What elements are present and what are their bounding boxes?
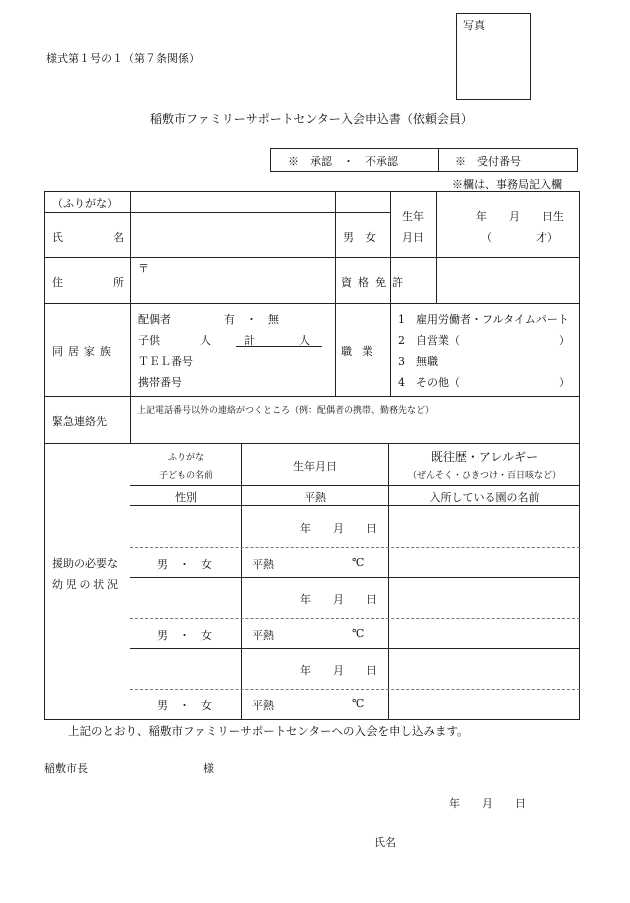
child-2-temp-label: 平熱: [252, 629, 274, 642]
col-child-name: 子どもの名前: [158, 471, 213, 481]
child-3-school-input[interactable]: [389, 690, 579, 719]
applicant-name-label: 氏名: [374, 836, 396, 849]
receipt-number-field: ※ 受付番号: [455, 155, 521, 168]
col-gender: 性別: [175, 491, 197, 504]
address-label: 住 所: [52, 276, 124, 289]
emergency-input[interactable]: [131, 416, 579, 442]
form-title: 稲敷市ファミリーサポートセンター入会申込書（依頼会員）: [150, 112, 473, 126]
mobile-label: 携帯番号: [138, 376, 182, 389]
occupation-option-1[interactable]: 1 雇用労働者・フルタイムパート: [398, 313, 569, 326]
spouse-label: 配偶者: [138, 313, 171, 326]
emergency-hint: 上記電話番号以外の連絡がつくところ（例：配偶者の携帯、勤務先など）: [137, 406, 435, 416]
child-2-school-input[interactable]: [389, 619, 579, 647]
col-school: 入所している園の名前: [429, 491, 540, 504]
furigana-label: （ふりがな）: [52, 197, 118, 210]
birth-label-top: 生年: [402, 210, 424, 223]
children-count[interactable]: 人 計 人: [200, 334, 310, 347]
furigana-input[interactable]: [131, 192, 334, 211]
name-input[interactable]: [131, 213, 334, 256]
child-1-temp-unit: ℃: [352, 556, 365, 569]
child-3-birthdate[interactable]: 年 月 日: [300, 664, 377, 677]
col-birthdate: 生年月日: [293, 460, 337, 473]
household-label: 同居家族: [52, 345, 116, 358]
child-1-school-input[interactable]: [389, 548, 579, 576]
child-1-name-input[interactable]: [131, 506, 241, 547]
child-2-name-input[interactable]: [131, 578, 241, 618]
photo-box: [456, 13, 531, 100]
declaration-text: 上記のとおり、稲敷市ファミリーサポートセンターへの入会を申し込みます。: [68, 724, 469, 738]
license-label: 資格免許: [341, 276, 410, 289]
child-3-gender[interactable]: 男 ・ 女: [157, 699, 212, 712]
office-note: ※欄は、事務局記入欄: [452, 178, 562, 191]
address-input[interactable]: [131, 258, 334, 302]
children-section-label-1: 援助の必要な: [52, 557, 118, 570]
tel-label: ＴＥＬ番号: [138, 355, 193, 368]
child-1-birthdate[interactable]: 年 月 日: [300, 522, 377, 535]
col-furigana: ふりがな: [167, 453, 204, 463]
approval-field: ※ 承認 ・ 不承認: [288, 155, 398, 168]
child-3-history-input[interactable]: [389, 649, 579, 689]
spouse-options[interactable]: 有 ・ 無: [224, 313, 279, 326]
emergency-label: 緊急連絡先: [52, 415, 107, 428]
child-3-temp-label: 平熱: [252, 699, 274, 712]
name-label: 氏 名: [52, 231, 124, 244]
child-1-temp-label: 平熱: [252, 558, 274, 571]
child-2-temp-unit: ℃: [352, 627, 365, 640]
child-2-gender[interactable]: 男 ・ 女: [157, 629, 212, 642]
postal-mark: 〒: [138, 262, 149, 275]
age-field[interactable]: （ 才）: [481, 231, 558, 244]
occupation-option-3[interactable]: 3 無職: [398, 355, 438, 368]
child-1-gender[interactable]: 男 ・ 女: [157, 558, 212, 571]
child-3-name-input[interactable]: [131, 649, 241, 689]
child-3-temp-unit: ℃: [352, 697, 365, 710]
honorific: 様: [203, 762, 214, 775]
applicant-name-input[interactable]: [402, 830, 572, 850]
children-label: 子供: [138, 334, 160, 347]
birth-label-bottom: 月日: [402, 231, 424, 244]
col-temperature: 平熱: [304, 491, 326, 504]
child-2-history-input[interactable]: [389, 578, 579, 618]
photo-label: 写真: [463, 19, 485, 32]
sex-options[interactable]: 男 女: [343, 231, 376, 244]
occupation-label: 職業: [341, 345, 383, 358]
child-2-birthdate[interactable]: 年 月 日: [300, 593, 377, 606]
application-date[interactable]: 年 月 日: [449, 797, 526, 810]
child-1-history-input[interactable]: [389, 506, 579, 547]
mayor-label: 稲敷市長: [44, 762, 88, 775]
occupation-option-4[interactable]: 4 その他（ ）: [398, 376, 570, 389]
occupation-option-2[interactable]: 2 自営業（ ）: [398, 334, 570, 347]
license-input[interactable]: [437, 258, 579, 302]
children-section-label-2: 幼児の状況: [52, 578, 121, 591]
col-history-note: （ぜんそく・ひきつけ・百日咳など）: [407, 471, 561, 481]
form-number: 様式第１号の１（第７条関係）: [46, 52, 200, 65]
col-history: 既往歴・アレルギー: [430, 450, 539, 464]
birthdate-field[interactable]: 年 月 日生: [476, 210, 564, 223]
